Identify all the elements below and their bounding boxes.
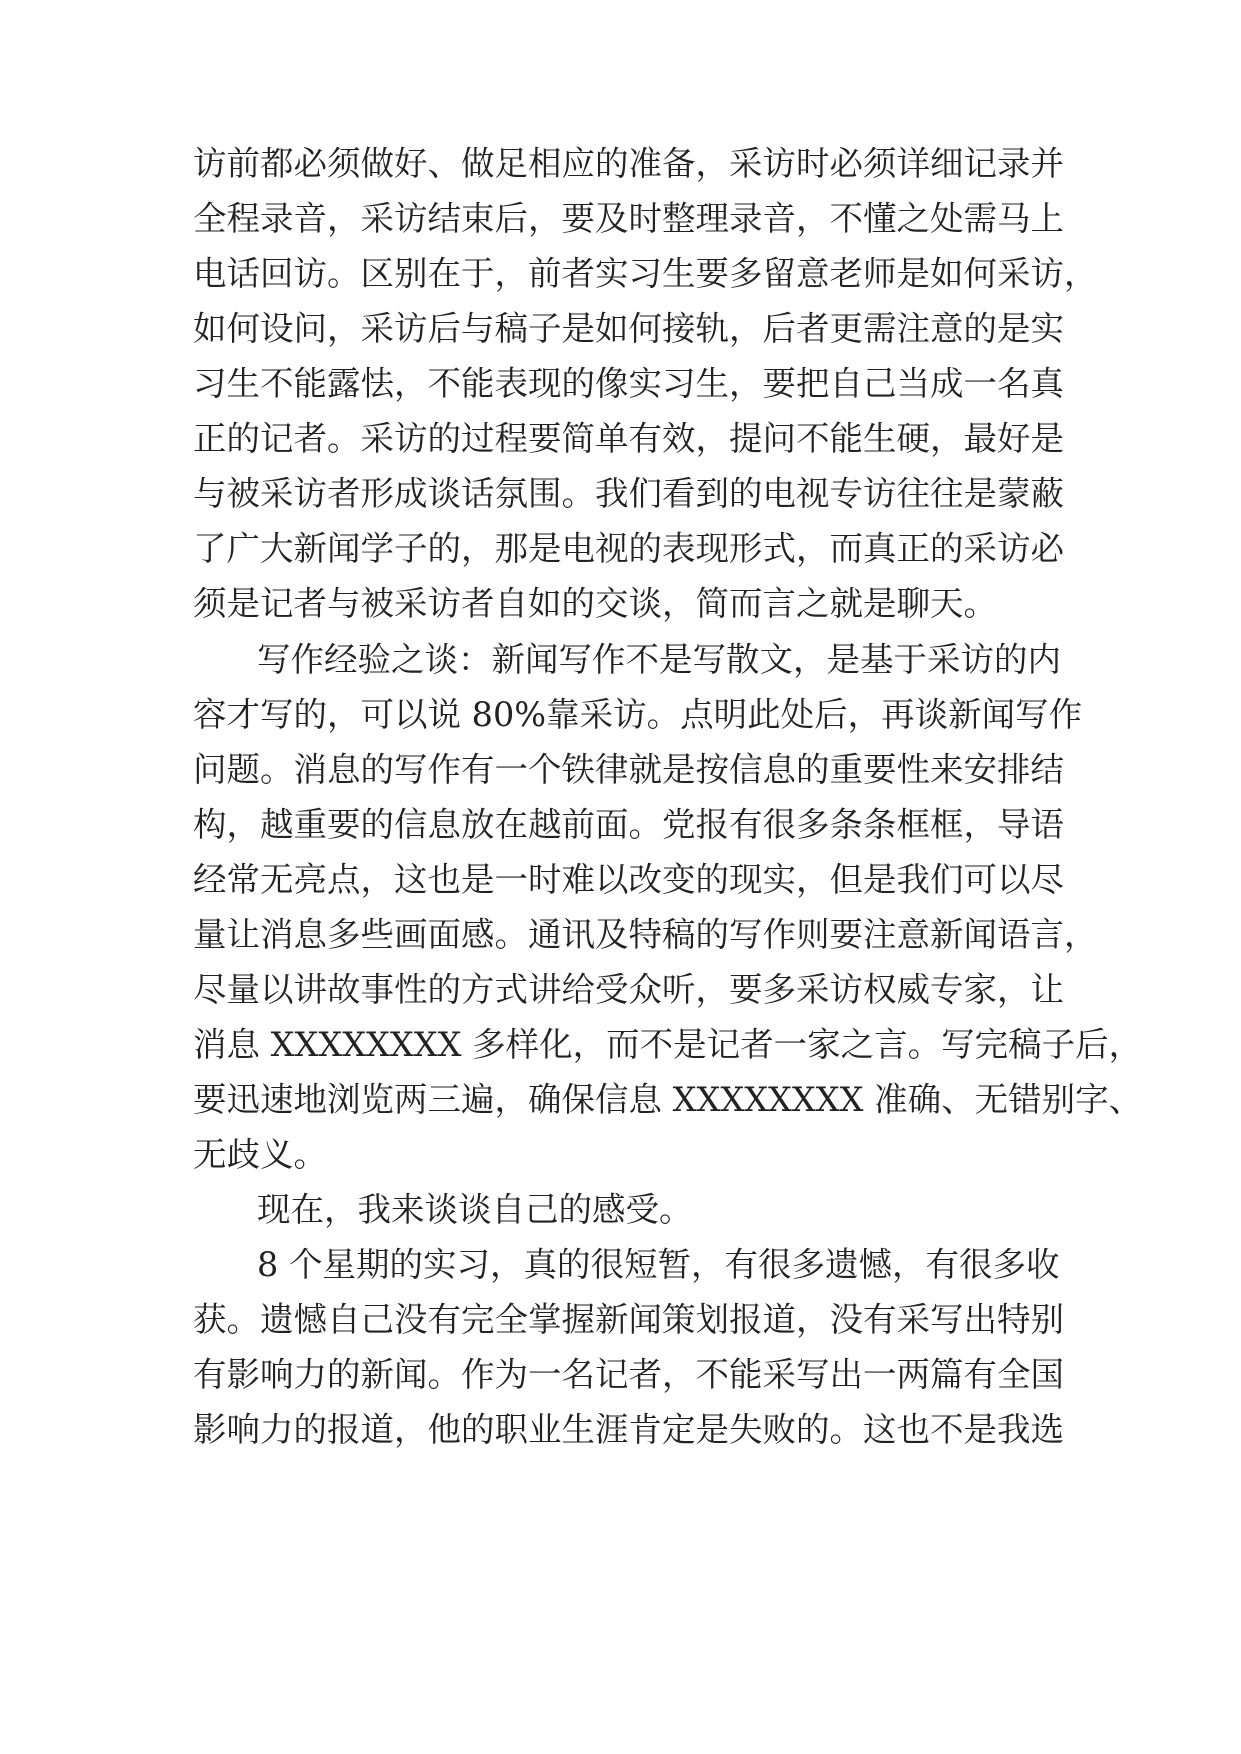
- text-line: 要迅速地浏览两三遍，确保信息 XXXXXXXX 准确、无错别字、: [193, 1080, 1143, 1119]
- paragraph-first-line: 写作经验之谈：新闻写作不是写散文，是基于采访的内: [257, 640, 1061, 679]
- text-line: 获。遗憾自己没有完全掌握新闻策划报道，没有采写出特别: [193, 1300, 1064, 1339]
- text-line: 容才写的，可以说 80%靠采访。点明此处后，再谈新闻写作: [193, 695, 1083, 734]
- text-line: 无歧义。: [193, 1135, 327, 1174]
- text-line: 如何设问，采访后与稿子是如何接轨，后者更需注意的是实: [193, 309, 1064, 348]
- text-line: 访前都必须做好、做足相应的准备，采访时必须详细记录并: [193, 144, 1064, 183]
- text-line: 电话回访。区别在于，前者实习生要多留意老师是如何采访，: [193, 254, 1098, 293]
- text-line: 有影响力的新闻。作为一名记者，不能采写出一两篇有全国: [193, 1355, 1064, 1394]
- paragraph-first-line: 现在，我来谈谈自己的感受。: [257, 1190, 693, 1229]
- text-line: 正的记者。采访的过程要简单有效，提问不能生硬，最好是: [193, 419, 1064, 458]
- paragraph-first-line: 8 个星期的实习，真的很短暂，有很多遗憾，有很多收: [257, 1245, 1060, 1284]
- text-line: 经常无亮点，这也是一时难以改变的现实，但是我们可以尽: [193, 860, 1064, 899]
- text-line: 消息 XXXXXXXX 多样化，而不是记者一家之言。写完稿子后，: [193, 1025, 1143, 1064]
- text-line: 影响力的报道，他的职业生涯肯定是失败的。这也不是我选: [193, 1410, 1064, 1449]
- text-line: 全程录音，采访结束后，要及时整理录音，不懂之处需马上: [193, 199, 1064, 238]
- text-line: 构，越重要的信息放在越前面。党报有很多条条框框，导语: [193, 805, 1064, 844]
- text-line: 与被采访者形成谈话氛围。我们看到的电视专访往往是蒙蔽: [193, 474, 1064, 513]
- text-line: 须是记者与被采访者自如的交谈，简而言之就是聊天。: [193, 584, 997, 623]
- text-line: 了广大新闻学子的，那是电视的表现形式，而真正的采访必: [193, 529, 1064, 568]
- text-line: 习生不能露怯，不能表现的像实习生，要把自己当成一名真: [193, 364, 1064, 403]
- text-line: 尽量以讲故事性的方式讲给受众听，要多采访权威专家，让: [193, 970, 1064, 1009]
- text-line: 量让消息多些画面感。通讯及特稿的写作则要注意新闻语言，: [193, 915, 1098, 954]
- text-line: 问题。消息的写作有一个铁律就是按信息的重要性来安排结: [193, 750, 1064, 789]
